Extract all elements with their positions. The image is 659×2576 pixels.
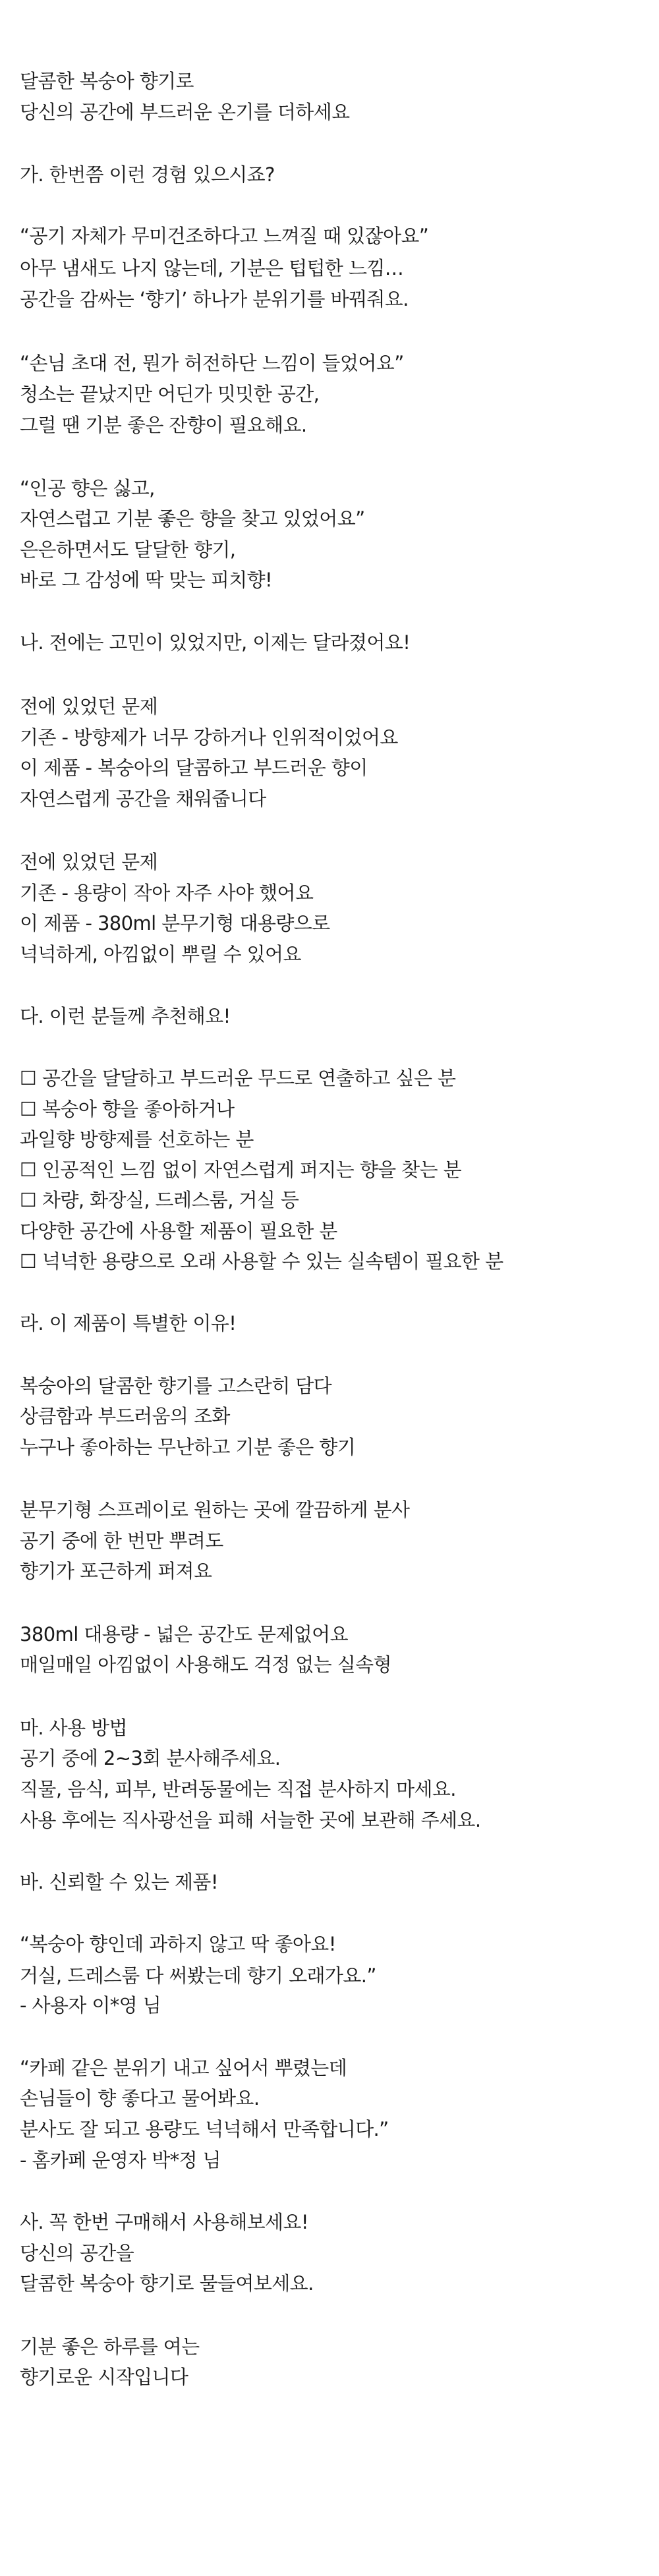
- text-line: 손님들이 향 좋다고 물어봐요.: [20, 2087, 260, 2109]
- text-line: 당신의 공간에 부드러운 온기를 더하세요: [20, 101, 350, 123]
- text-line: ☐ 차량, 화장실, 드레스룸, 거실 등: [20, 1189, 299, 1211]
- text-line: 넉넉하게, 아낌없이 뿌릴 수 있어요: [20, 943, 301, 965]
- text-line: - 홈카페 운영자 박*정 님: [20, 2149, 221, 2171]
- text-line: “카페 같은 분위기 내고 싶어서 뿌렸는데: [20, 2057, 347, 2079]
- text-line: 라. 이 제품이 특별한 이유!: [20, 1312, 237, 1334]
- text-line: 사. 꼭 한번 구매해서 사용해보세요!: [20, 2211, 308, 2233]
- text-line: ☐ 공간을 달달하고 부드러운 무드로 연출하고 싶은 분: [20, 1067, 456, 1089]
- text-line: 공간을 감싸는 ‘향기’ 하나가 분위기를 바꿔줘요.: [20, 288, 409, 310]
- text-line: - 사용자 이*영 님: [20, 1994, 161, 2017]
- text-line: 분사도 잘 되고 용량도 넉넉해서 만족합니다.”: [20, 2118, 389, 2140]
- text-line: 자연스럽고 기분 좋은 향을 찾고 있었어요”: [20, 507, 365, 530]
- text-line: ☐ 넉넉한 용량으로 오래 사용할 수 있는 실속템이 필요한 분: [20, 1250, 503, 1273]
- text-line: “손님 초대 전, 뭔가 허전하단 느낌이 들었어요”: [20, 352, 404, 374]
- text-line: 자연스럽게 공간을 채워줍니다: [20, 787, 266, 810]
- text-line: 거실, 드레스룸 다 써봤는데 향기 오래가요.”: [20, 1964, 376, 1987]
- text-line: 전에 있었던 문제: [20, 695, 158, 718]
- text-line: 다. 이런 분들께 추천해요!: [20, 1005, 231, 1027]
- text-line: 바. 신뢰할 수 있는 제품!: [20, 1871, 218, 1893]
- text-line: 누구나 좋아하는 무난하고 기분 좋은 향기: [20, 1436, 356, 1458]
- text-line: 사용 후에는 직사광선을 피해 서늘한 곳에 보관해 주세요.: [20, 1809, 481, 1831]
- text-line: 기존 - 용량이 작아 자주 사야 했어요: [20, 882, 314, 904]
- text-line: 마. 사용 방법: [20, 1717, 127, 1739]
- text-line: 과일향 방향제를 선호하는 분: [20, 1128, 254, 1151]
- text-line: 청소는 끝났지만 어딘가 밋밋한 공간,: [20, 383, 320, 405]
- text-line: ☐ 인공적인 느낌 없이 자연스럽게 퍼지는 향을 찾는 분: [20, 1159, 462, 1181]
- text-line: 직물, 음식, 피부, 반려동물에는 직접 분사하지 마세요.: [20, 1778, 456, 1800]
- text-line: 분무기형 스프레이로 원하는 곳에 깔끔하게 분사: [20, 1499, 410, 1521]
- text-line: 이 제품 - 380ml 분무기형 대용량으로: [20, 912, 330, 934]
- text-line: 나. 전에는 고민이 있었지만, 이제는 달라졌어요!: [20, 631, 411, 654]
- text-line: 이 제품 - 복숭아의 달콤하고 부드러운 향이: [20, 757, 368, 779]
- text-line: 매일매일 아낌없이 사용해도 걱정 없는 실속형: [20, 1653, 391, 1676]
- text-line: 가. 한번쯤 이런 경험 있으시죠?: [20, 163, 275, 186]
- text-line: 다양한 공간에 사용할 제품이 필요한 분: [20, 1220, 337, 1242]
- text-line: 아무 냄새도 나지 않는데, 기분은 텁텁한 느낌…: [20, 257, 404, 279]
- text-line: 공기 중에 한 번만 뿌려도: [20, 1530, 223, 1552]
- text-line: 향기로운 시작입니다: [20, 2366, 188, 2388]
- text-line: 그럴 땐 기분 좋은 잔향이 필요해요.: [20, 414, 307, 436]
- text-line: 달콤한 복숭아 향기로 물들여보세요.: [20, 2272, 314, 2295]
- text-line: 상큼함과 부드러움의 조화: [20, 1405, 230, 1427]
- text-line: 복숭아의 달콤한 향기를 고스란히 담다: [20, 1375, 332, 1397]
- text-line: “인공 향은 싫고,: [20, 477, 155, 500]
- text-line: 공기 중에 2~3회 분사해주세요.: [20, 1747, 281, 1769]
- text-line: ☐ 복숭아 향을 좋아하거나: [20, 1098, 235, 1120]
- text-line: 바로 그 감성에 딱 맞는 피치향!: [20, 569, 273, 591]
- text-line: 기존 - 방향제가 너무 강하거나 인위적이었어요: [20, 726, 398, 749]
- text-line: 달콤한 복숭아 향기로: [20, 70, 194, 92]
- text-line: 기분 좋은 하루를 여는: [20, 2335, 200, 2358]
- text-line: 당신의 공간을: [20, 2242, 134, 2264]
- text-line: “공기 자체가 무미건조하다고 느껴질 때 있잖아요”: [20, 225, 429, 247]
- text-line: “복숭아 향인데 과하지 않고 딱 좋아요!: [20, 1933, 336, 1955]
- text-line: 380ml 대용량 - 넓은 공간도 문제없어요: [20, 1623, 348, 1646]
- text-line: 은은하면서도 달달한 향기,: [20, 538, 236, 561]
- text-line: 향기가 포근하게 퍼져요: [20, 1560, 212, 1582]
- text-line: 전에 있었던 문제: [20, 851, 158, 873]
